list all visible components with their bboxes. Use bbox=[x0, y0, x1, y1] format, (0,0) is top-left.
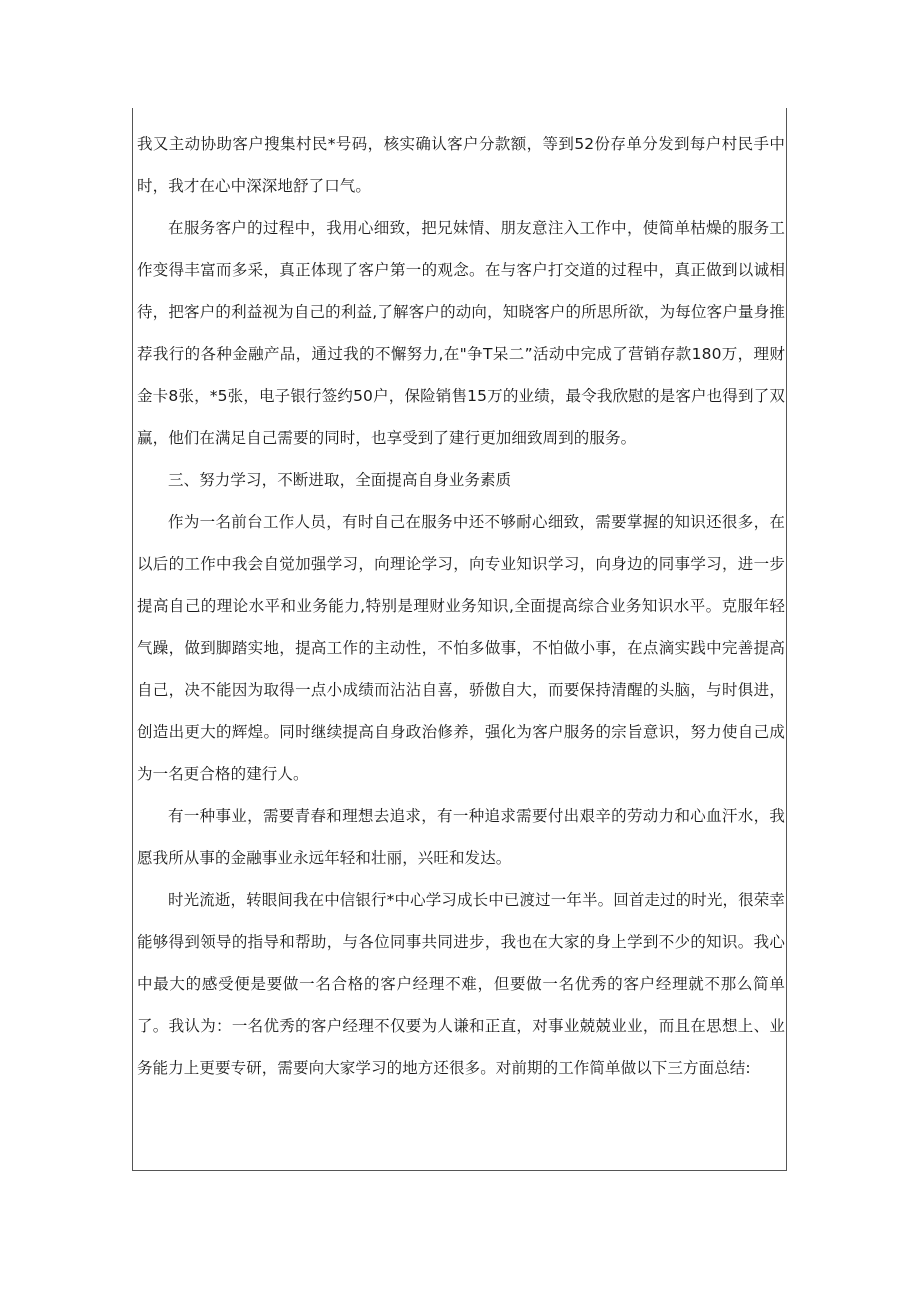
paragraph-career: 有一种事业，需要青春和理想去追求，有一种追求需要付出艰辛的劳动力和心血汗水，我愿我所从事的金融事业永远年轻和壮丽，兴旺和发达。 bbox=[137, 807, 785, 867]
document-body bbox=[137, 123, 785, 1089]
paragraph-learning: 作为一名前台工作人员，有时自己在服务中还不够耐心细致，需要掌握的知识还很多，在以后的工作中我会自觉加强学习，向理论学习，向专业知识学习，向身边的同事学习，进一步提高自己的理论水平和业务能力,特别是理财业务知识,全面提高综合业务知识水平。克服年轻气躁，做到脚踏实地，提高工作的主动性，不怕多做事，不怕做小事，在点滴实践中完善提高自己，决不能因为取得一点小成绩而沾沾自喜，骄傲自大，而要保持清醒的头脑，与时俱进，创造出更大的辉煌。同时继续提高自身政治修养，强化为客户服务的宗旨意识，努力使自己成为一名更合格的建行人。 bbox=[137, 513, 785, 783]
section-heading: 三、努力学习，不断进取，全面提高自身业务素质 bbox=[168, 471, 512, 489]
paragraph-customer-service: 在服务客户的过程中，我用心细致，把兄妹情、朋友意注入工作中，使简单枯燥的服务工作变得丰富而多采，真正体现了客户第一的观念。在与客户打交道的过程中，真正做到以诚相待，把客户的利益视为自己的利益,了解客户的动向，知晓客户的所思所欲，为每位客户量身推荐我行的各种金融产品，通过我的不懈努力,在"争T呆二”活动中完成了营销存款180万，理财金卡8张，*5张，电子银行签约50户，保险销售15万的业绩，最令我欣慰的是客户也得到了双赢，他们在满足自己需要的同时，也享受到了建行更加细致周到的服务。 bbox=[137, 219, 785, 447]
paragraph-summary: 时光流逝，转眼间我在中信银行*中心学习成长中已渡过一年半。回首走过的时光，很荣幸能够得到领导的指导和帮助，与各位同事共同进步，我也在大家的身上学到不少的知识。我心中最大的感受便是要做一名合格的客户经理不难，但要做一名优秀的客户经理就不那么简单了。我认为：一名优秀的客户经理不仅要为人谦和正直，对事业兢兢业业，而且在思想上、业务能力上更要专研，需要向大家学习的地方还很多。对前期的工作简单做以下三方面总结: bbox=[137, 891, 785, 1077]
paragraph-continuation: 我又主动协助客户搜集村民*号码，核实确认客户分款额，等到52份存单分发到每户村民手中时，我才在心中深深地舒了口气。 bbox=[137, 135, 785, 195]
